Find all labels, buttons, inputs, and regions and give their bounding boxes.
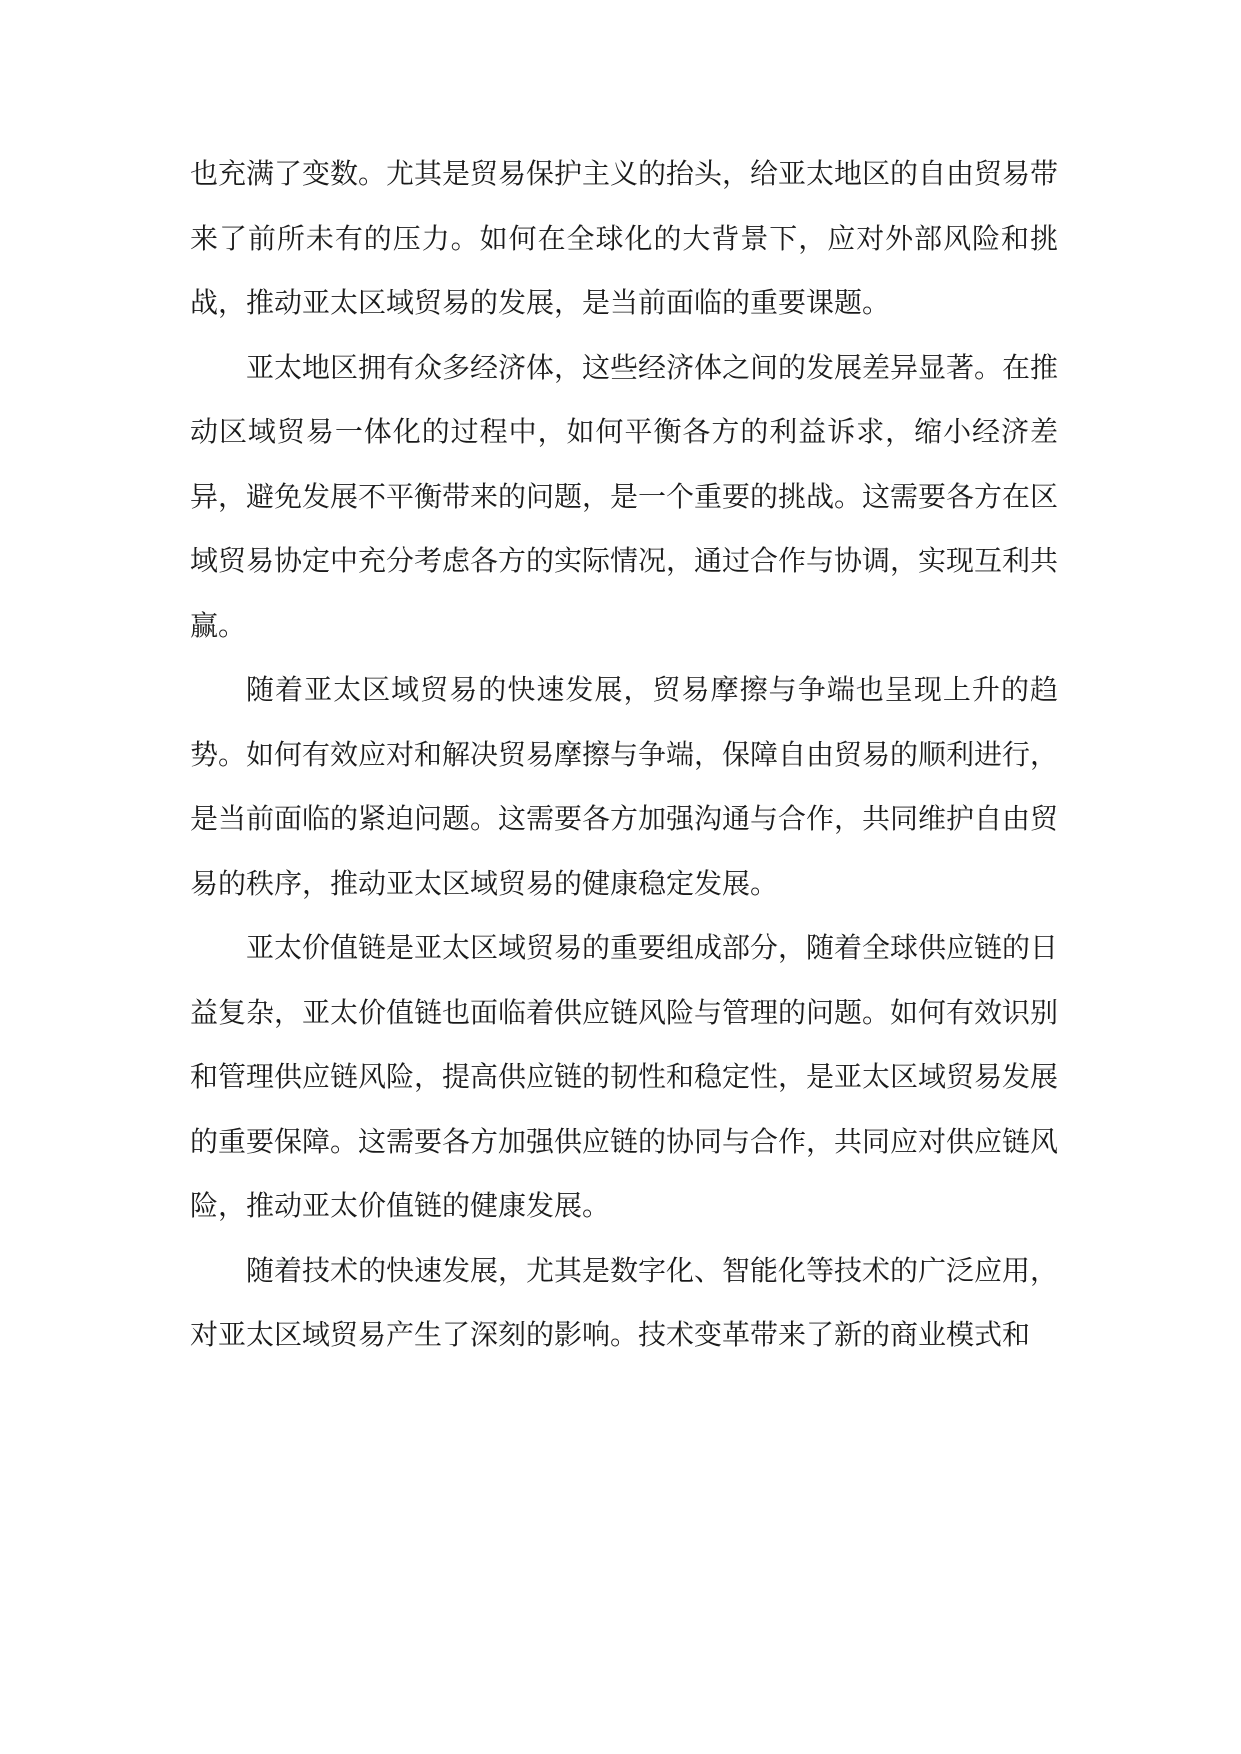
paragraph-trade-disputes: 随着亚太区域贸易的快速发展，贸易摩擦与争端也呈现上升的趋势。如何有效应对和解决贸易摩擦与争端，保障自由贸易的顺利进行，是当前面临的紧迫问题。这需要各方加强沟通与合作，共同维护自由贸易的秩序，推动亚太区域贸易的健康稳定发展。 xyxy=(190,673,1059,900)
paragraph-value-chain: 亚太价值链是亚太区域贸易的重要组成部分，随着全球供应链的日益复杂，亚太价值链也面临着供应链风险与管理的问题。如何有效识别和管理供应链风险，提高供应链的韧性和稳定性，是亚太区域贸易发展的重要保障。这需要各方加强供应链的协同与合作，共同应对供应链风险，推动亚太价值链的健康发展。 xyxy=(190,931,1059,1222)
paragraph-economic-disparity: 亚太地区拥有众多经济体，这些经济体之间的发展差异显著。在推动区域贸易一体化的过程中，如何平衡各方的利益诉求，缩小经济差异，避免发展不平衡带来的问题，是一个重要的挑战。这需要各方在区域贸易协定中充分考虑各方的实际情况，通过合作与协调，实现互利共赢。 xyxy=(190,350,1059,642)
body-text xyxy=(190,142,1058,1368)
paragraph-continuation: 也充满了变数。尤其是贸易保护主义的抬头，给亚太地区的自由贸易带来了前所未有的压力。如何在全球化的大背景下，应对外部风险和挑战，推动亚太区域贸易的发展，是当前面临的重要课题。 xyxy=(190,157,1059,319)
paragraph-technology: 随着技术的快速发展，尤其是数字化、智能化等技术的广泛应用，对亚太区域贸易产生了深刻的影响。技术变革带来了新的商业模式和 xyxy=(190,1253,1059,1351)
